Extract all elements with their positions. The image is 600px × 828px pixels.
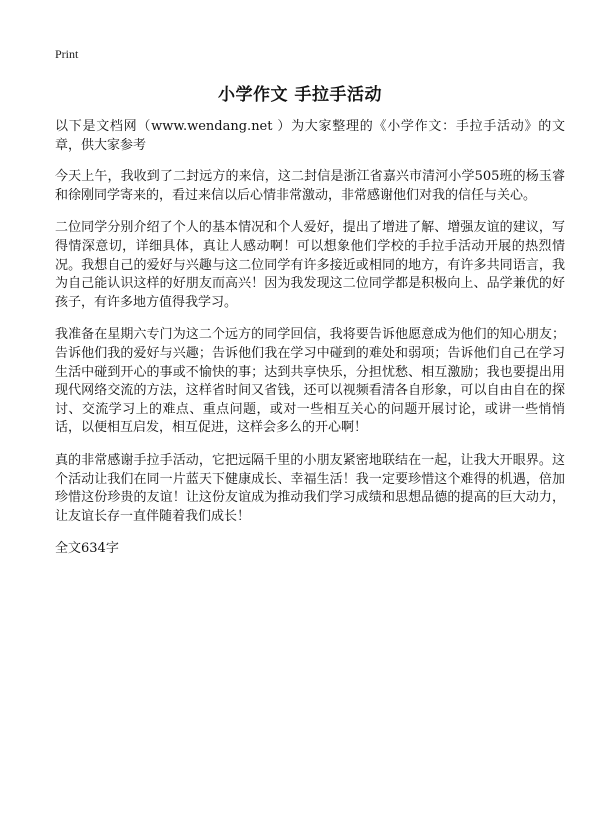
print-link[interactable]: Print	[55, 47, 79, 61]
word-count: 全文634字	[55, 541, 119, 557]
article-body	[55, 118, 565, 558]
body-paragraph-3: 我准备在星期六专门为这二个远方的同学回信，我将要告诉他愿意成为他们的知心朋友；告诉他们我的爱好与兴趣；告诉他们我在学习中碰到的难处和弱项；告诉他们自己在学习生活中碰到开心的事或不愉快的事；达到共享快乐，分担忧愁、相互激励；我也要提出用现代网络交流的方法，这样省时间又省钱，还可以视频看清各自形象，可以自由自在的探讨、交流学习上的难点、重点问题，或对一些相互关心的问题开展讨论，或讲一些悄悄话，以便相互启发，相互促进，这样会多么的开心啊！	[55, 327, 565, 436]
intro-paragraph: 以下是文档网（www.wendang.net ）为大家整理的《小学作文：手拉手活动》的文章，供大家参考	[55, 119, 565, 153]
body-paragraph-4: 真的非常感谢手拉手活动，它把远隔千里的小朋友紧密地联结在一起，让我大开眼界。这个活动让我们在同一片蓝天下健康成长、幸福生活！我一定要珍惜这个难得的机遇，倍加珍惜这份珍贵的友谊！让这份友谊成为推动我们学习成绩和思想品德的提高的巨大动力，让友谊长存一直伴随着我们成长！	[55, 452, 565, 524]
article-title: 小学作文 手拉手活动	[218, 85, 382, 105]
body-paragraph-2: 二位同学分别介绍了个人的基本情况和个人爱好，提出了增进了解、增强友谊的建议，写得情深意切，详细具体，真让人感动啊！可以想象他们学校的手拉手活动开展的热烈情况。我想自己的爱好与兴趣与这二位同学有许多接近或相同的地方，有许多共同语言，我为自己能认识这样的好朋友而高兴！因为我发现这二位同学都是积极向上、品学兼优的好孩子，有许多地方值得我学习。	[55, 220, 565, 310]
body-paragraph-1: 今天上午，我收到了二封远方的来信，这二封信是浙江省嘉兴市清河小学505班的杨玉睿和徐刚同学寄来的，看过来信以后心情非常激动，非常感谢他们对我的信任与关心。	[55, 169, 565, 203]
